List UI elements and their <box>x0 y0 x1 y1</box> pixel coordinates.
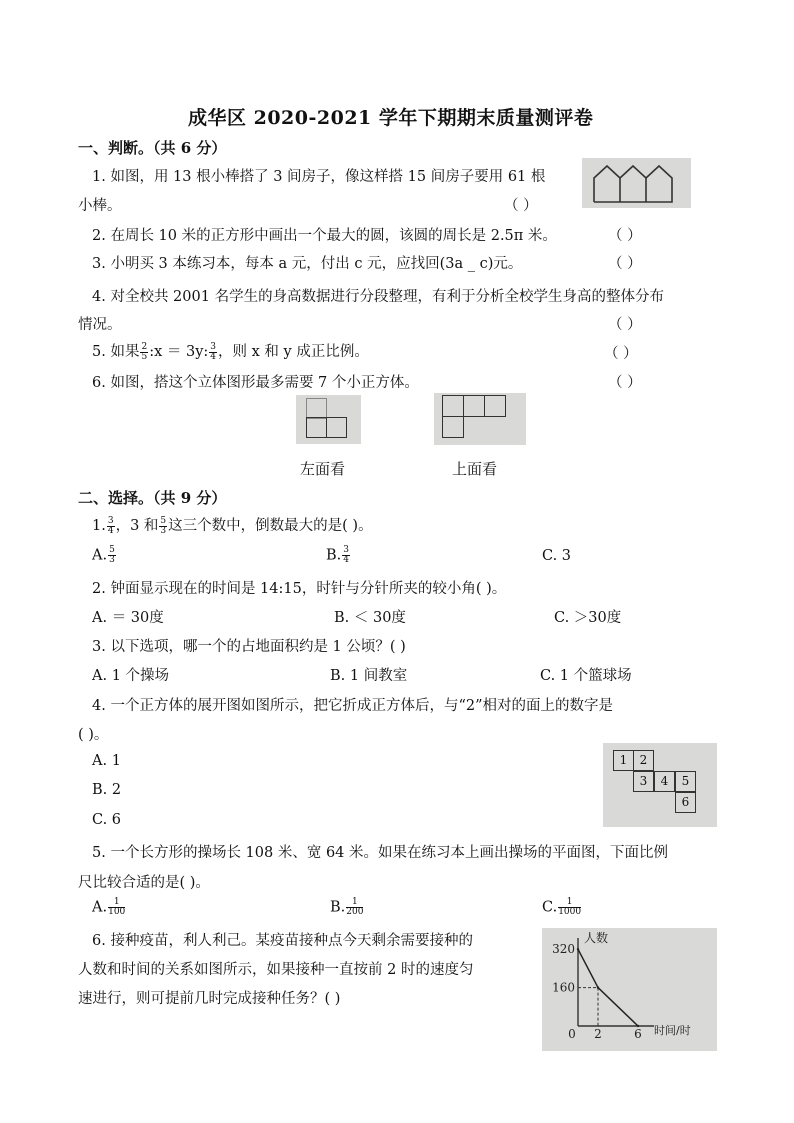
s2-q1-option-c[interactable]: C. 3 <box>542 548 572 564</box>
top-view-cell <box>463 395 485 417</box>
frac-num: 1 <box>346 898 363 908</box>
top-view-label: 上面看 <box>452 460 498 478</box>
s1-q1-answer-blank[interactable]: （ ） <box>504 198 538 214</box>
s2-q2-option-b[interactable]: B. ＜ 30度 <box>334 610 406 626</box>
left-view-cell <box>326 417 347 438</box>
s2-q1 <box>92 514 373 536</box>
cube-face: 1 <box>613 750 634 771</box>
s2-q5-option-b[interactable] <box>330 898 364 917</box>
s1-q6: 6. 如图，搭这个立体图形最多需要 7 个小正方体。 <box>92 375 419 391</box>
cube-face: 4 <box>654 771 675 792</box>
fraction-1-200 <box>346 898 363 917</box>
page-title: 成华区 2020-2021 学年下期期末质量测评卷 <box>188 107 594 129</box>
s1-q5 <box>92 340 369 362</box>
frac-den: 4 <box>210 351 217 362</box>
vaccine-chart <box>542 928 717 1051</box>
y-axis-title: 人数 <box>584 931 609 945</box>
cube-face: 2 <box>633 750 654 771</box>
s2-q3: 3. 以下选项，哪一个的占地面积约是 1 公顷？( ) <box>92 639 406 655</box>
cube-face: 5 <box>675 771 696 792</box>
fraction-1-100 <box>108 898 125 917</box>
fraction-2-5 <box>140 343 148 362</box>
cube-net-figure <box>603 743 717 827</box>
frac-den: 1000 <box>558 907 582 917</box>
frac-den: 4 <box>343 555 349 565</box>
option-label: B. <box>330 899 346 916</box>
s1-q5-mid: :x ＝ 3y: <box>149 344 209 360</box>
fraction-3-4 <box>107 517 115 536</box>
data-point <box>637 1025 639 1027</box>
s1-q3: 3. 小明买 3 本练习本，每本 a 元，付出 c 元，应找回(3a _ c)元。 <box>92 256 523 272</box>
s2-q1-mid: ，3 和 <box>115 518 159 534</box>
fraction-1-1000 <box>558 898 581 917</box>
s2-q2-option-c[interactable]: C. ＞30度 <box>554 610 622 626</box>
s2-q4-line2: ( )。 <box>78 727 109 743</box>
top-view-cell <box>442 395 464 417</box>
frac-num: 5 <box>160 515 167 526</box>
left-view-figure <box>296 395 361 444</box>
section1-heading: 一、判断。（共 6 分） <box>78 139 227 157</box>
top-view-cell <box>442 416 464 438</box>
s2-q6-line3: 速进行，则可提前几时完成接种任务？( ) <box>78 991 341 1007</box>
frac-num: 3 <box>210 341 217 352</box>
frac-num: 1 <box>558 898 581 908</box>
s2-q2-option-a[interactable]: A. ＝ 30度 <box>92 610 164 626</box>
fraction-5-3 <box>108 546 116 565</box>
y-tick-label: 160 <box>552 980 575 995</box>
x-tick-label: 2 <box>594 1027 602 1041</box>
s2-q4-line1: 4. 一个正方体的展开图如图所示，把它折成正方体后，与“2”相对的面上的数字是 <box>92 698 613 714</box>
fraction-3-4 <box>342 546 350 565</box>
s1-q3-answer-blank[interactable]: （ ） <box>608 256 642 272</box>
left-view-cell <box>306 398 327 419</box>
s2-q3-option-c[interactable]: C. 1 个篮球场 <box>540 668 632 684</box>
s1-q4-answer-blank[interactable]: （ ） <box>608 317 642 333</box>
y-tick-label: 320 <box>552 942 575 957</box>
top-view-figure <box>434 393 526 445</box>
s2-q5-option-c[interactable] <box>542 898 582 917</box>
frac-den: 100 <box>108 907 126 917</box>
cube-face: 3 <box>633 771 654 792</box>
s2-q3-option-b[interactable]: B. 1 间教室 <box>330 668 408 684</box>
s2-q4-option-a[interactable]: A. 1 <box>92 753 121 769</box>
left-view-cell <box>306 417 327 438</box>
s1-q1-line1: 1. 如图，用 13 根小棒搭了 3 间房子，像这样搭 15 间房子要用 61 根 <box>92 169 546 185</box>
fraction-3-4 <box>209 343 217 362</box>
option-label: C. <box>542 899 558 916</box>
frac-den: 3 <box>160 525 167 536</box>
s1-q5-prefix: 5. 如果 <box>92 344 140 360</box>
data-point <box>597 986 599 988</box>
s2-q3-option-a[interactable]: A. 1 个操场 <box>92 668 170 684</box>
x-tick-label: 6 <box>634 1027 642 1041</box>
houses-drawing <box>582 158 691 208</box>
s2-q1-option-b[interactable] <box>326 546 351 565</box>
s2-q4-option-c[interactable]: C. 6 <box>92 812 122 828</box>
s1-q1-line2: 小棒。 <box>78 198 122 214</box>
cube-face: 6 <box>675 792 696 813</box>
houses-figure <box>582 158 691 208</box>
option-label: A. <box>92 547 108 564</box>
top-view-cell <box>484 395 506 417</box>
x-axis-title: 时间/时 <box>654 1024 691 1037</box>
s2-q1-option-a[interactable] <box>92 546 117 565</box>
s2-q6-line2: 人数和时间的关系如图所示，如果接种一直按前 2 时的速度匀 <box>78 962 474 978</box>
frac-num: 3 <box>107 515 114 526</box>
s2-q5-line1: 5. 一个长方形的操场长 108 米、宽 64 米。如果在练习本上画出操场的平面图，下面比例 <box>92 845 669 861</box>
fraction-5-3 <box>159 517 167 536</box>
vaccine-chart-figure <box>542 928 717 1051</box>
series-line <box>578 949 638 1026</box>
frac-num: 5 <box>109 545 115 555</box>
s1-q4-line1: 4. 对全校共 2001 名学生的身高数据进行分段整理，有利于分析全校学生身高的整体分布 <box>92 289 665 305</box>
s1-q2-answer-blank[interactable]: （ ） <box>608 228 642 244</box>
frac-num: 2 <box>141 341 148 352</box>
s2-q4-option-b[interactable]: B. 2 <box>92 782 122 798</box>
frac-den: 200 <box>346 907 364 917</box>
s1-q2: 2. 在周长 10 米的正方形中画出一个最大的圆，该圆的周长是 2.5π 米。 <box>92 228 557 244</box>
s1-q4-line2: 情况。 <box>78 317 122 333</box>
frac-num: 1 <box>108 898 125 908</box>
s2-q2: 2. 钟面显示现在的时间是 14:15，时针与分针所夹的较小角( )。 <box>92 581 507 597</box>
x-tick-label: 0 <box>568 1027 576 1041</box>
s2-q5-line2: 尺比较合适的是( )。 <box>78 875 210 891</box>
s2-q5-option-a[interactable] <box>92 898 126 917</box>
frac-den: 4 <box>107 525 114 536</box>
frac-num: 3 <box>343 545 349 555</box>
frac-den: 3 <box>109 555 115 565</box>
section2-heading: 二、选择。（共 9 分） <box>78 489 227 507</box>
s2-q1-prefix: 1. <box>92 518 106 534</box>
left-view-label: 左面看 <box>300 460 346 478</box>
s1-q6-answer-blank[interactable]: （ ） <box>608 375 642 391</box>
s1-q5-suffix: ，则 x 和 y 成正比例。 <box>218 344 369 360</box>
frac-den: 5 <box>141 351 148 362</box>
data-point <box>577 948 579 950</box>
s2-q1-suffix: 这三个数中，倒数最大的是( )。 <box>168 518 373 534</box>
s1-q5-answer-blank[interactable]: （ ） <box>604 346 638 362</box>
option-label: A. <box>92 899 108 916</box>
s2-q6-line1: 6. 接种疫苗，利人利己。某疫苗接种点今天剩余需要接种的 <box>92 933 473 949</box>
option-label: B. <box>326 547 342 564</box>
